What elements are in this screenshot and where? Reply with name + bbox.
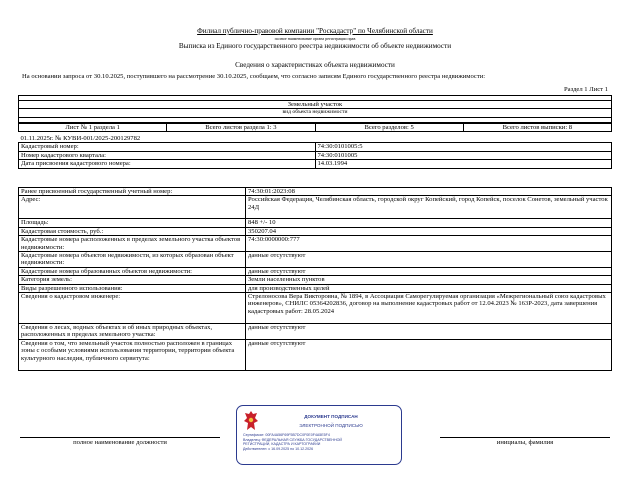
row-value: 74:30:01:2023:08 [246, 188, 612, 196]
extract-sheets-total: Всего листов выписки: 8 [463, 124, 611, 132]
table-row [19, 276, 612, 284]
row-value: данные отсутствуют [246, 252, 612, 268]
electronic-signature-stamp [236, 405, 402, 465]
stamp-certificate: Сертификат: 00FA4A56F69F5B7DC0F0E0F4A5E5F4 [243, 433, 330, 437]
row-label: Кадастровая стоимость, руб.: [19, 227, 246, 235]
table-row [19, 236, 612, 252]
stamp-details [243, 433, 397, 451]
row-label: Сведения о кадастровом инженере: [19, 293, 246, 324]
row-value: данные отсутствуют [246, 267, 612, 275]
sections-total: Всего разделов: 5 [315, 124, 463, 132]
row-value: данные отсутствуют [246, 324, 612, 340]
row-value: 350207.04 [246, 227, 612, 235]
row-value: для производственных целей [246, 284, 612, 292]
row-label: Площадь: [19, 219, 246, 227]
table-row [19, 188, 612, 196]
sheet-counters [18, 123, 612, 132]
row-value: 74:30:0000000:777 [246, 236, 612, 252]
stamp-validity: Действителен: с 16.09.2025 по 10.12.2026 [243, 446, 314, 451]
row-label: Кадастровые номера объектов недвижимости, из которых образован объект недвижимости: [19, 252, 246, 268]
issuer-name: Филиал публично-правовой компании "Роскадастр" по Челябинской области [197, 27, 433, 35]
stamp-owner: Владелец: ФЕДЕРАЛЬНАЯ СЛУЖБА ГОСУДАРСТВЕННОЙ [243, 437, 342, 442]
row-label: Ранее присвоенный государственный учетный номер: [19, 188, 246, 196]
table-row [19, 227, 612, 235]
document-subtitle: Сведения о характеристиках объекта недвижимости [235, 61, 395, 69]
stamp-title: ДОКУМЕНТ ПОДПИСАН [304, 414, 358, 419]
row-label: Категория земель: [19, 276, 246, 284]
stamp-subtitle: ЭЛЕКТРОННОЙ ПОДПИСЬЮ [299, 423, 363, 428]
table-row [19, 339, 612, 370]
row-label: Кадастровый номер: [19, 143, 316, 151]
row-label: Сведения о том, что земельный участок полностью расположен в границах зоны с особыми условиями использования территории, территории объекта культурного наследия, публичного сервитута: [19, 339, 246, 370]
section-sheet-label: Раздел 1 Лист 1 [564, 86, 608, 93]
row-label: Сведения о лесах, водных объектах и об иных природных объектах, расположенных в пределах земельного участка: [19, 324, 246, 340]
extract-date-number: 01.11.2025г. № КУВИ-001/2025-200129782 [19, 135, 612, 143]
table-row [19, 293, 612, 324]
row-label: Виды разрешенного использования: [19, 284, 246, 292]
stamp-owner-cont: РЕГИСТРАЦИИ, КАДАСТРА И КАРТОГРАФИИ [243, 442, 321, 447]
sheet-number: Лист № 1 раздела 1 [19, 124, 167, 132]
object-type: Земельный участок [19, 101, 612, 109]
details-table [18, 187, 612, 371]
document-title: Выписка из Единого государственного реестра недвижимости об объекте недвижимости [178, 42, 452, 50]
row-label: Дата присвоения кадастрового номера: [19, 160, 316, 168]
row-label: Кадастровые номера расположенных в пределах земельного участка объектов недвижимости: [19, 236, 246, 252]
coat-of-arms-icon [243, 410, 259, 432]
object-type-table [18, 95, 612, 123]
row-value: Стрелоносова Вера Викторовна, № 1894, в Ассоциация Саморегулируемая организация «Межрегиональный союз кадастровых инженеров», СНИЛС 05364202836, договор на выполнение кадастровых работ от 12.04.2023 № 163Р-2023, дата завершения кадастровых работ: 28.05.2024 [246, 293, 612, 324]
table-row [19, 219, 612, 227]
row-value: Земли населенных пунктов [246, 276, 612, 284]
row-label: Кадастровые номера образованных объектов недвижимости: [19, 267, 246, 275]
position-caption: полное наименование должности [20, 437, 220, 446]
table-row [19, 284, 612, 292]
table-row [19, 160, 612, 168]
issuer-caption: полное наименование органа регистрации прав [274, 36, 356, 41]
row-value: 14.03.1994 [315, 160, 612, 168]
table-row [19, 267, 612, 275]
object-type-caption: вид объекта недвижимости [19, 109, 612, 117]
table-row [19, 151, 612, 159]
row-value: данные отсутствуют [246, 339, 612, 370]
row-value: 848 +/- 10 [246, 219, 612, 227]
row-value: 74:30:0101005 [315, 151, 612, 159]
table-row [19, 196, 612, 219]
name-caption: инициалы, фамилия [440, 437, 610, 446]
section-sheets-total: Всего листов раздела 1: 3 [167, 124, 315, 132]
request-statement: На основании запроса от 30.10.2025, поступившего на рассмотрение 30.10.2025, сообщаем, что согласно записям Единого государственного реестра недвижимости: [22, 73, 486, 80]
table-row [19, 324, 612, 340]
row-label: Адрес: [19, 196, 246, 219]
row-value: Российская Федерация, Челябинская область, городской округ Копейский, город Копейск, поселок Сонетов, земельный участок 24Д [246, 196, 612, 219]
table-row [19, 143, 612, 151]
row-label: Номер кадастрового квартала: [19, 151, 316, 159]
basic-info-table [18, 135, 612, 169]
table-row [19, 252, 612, 268]
row-value: 74:30:0101005:5 [315, 143, 612, 151]
